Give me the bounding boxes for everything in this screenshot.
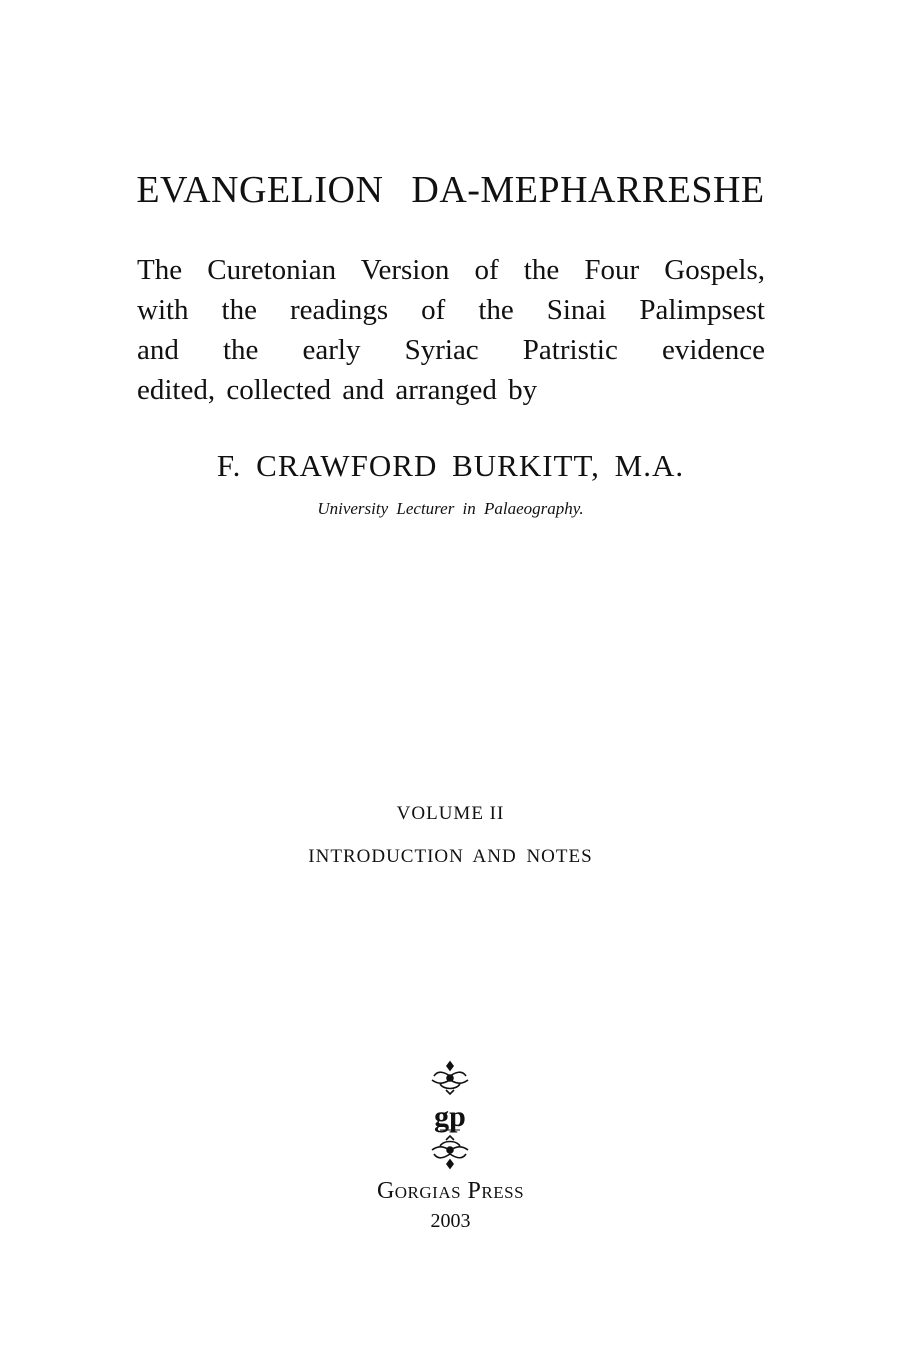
publisher-name: Gorgias Press [376, 1178, 525, 1204]
subtitle-line: and the early Syriac Patristic evidence [137, 334, 765, 366]
subtitle-line: edited, collected and arranged by [137, 374, 538, 406]
volume-description: INTRODUCTION AND NOTES [308, 846, 593, 867]
author-name: F. CRAWFORD BURKITT, M.A. [216, 448, 685, 483]
volume-number: VOLUME II [396, 803, 505, 824]
top-ornament-icon [432, 1062, 468, 1094]
subtitle [137, 250, 765, 410]
gp-monogram: gp [434, 1100, 466, 1133]
publication-year: 2003 [430, 1210, 471, 1232]
main-title: EVANGELION DA-MEPHARRESHE [136, 169, 765, 211]
subtitle-line: with the readings of the Sinai Palimpsest [137, 294, 765, 326]
author-role: University Lecturer in Palaeography. [317, 499, 584, 518]
bottom-ornament-icon [432, 1136, 468, 1168]
subtitle-line: The Curetonian Version of the Four Gospels, [137, 254, 765, 286]
gp-ornament-logo [420, 1060, 480, 1170]
